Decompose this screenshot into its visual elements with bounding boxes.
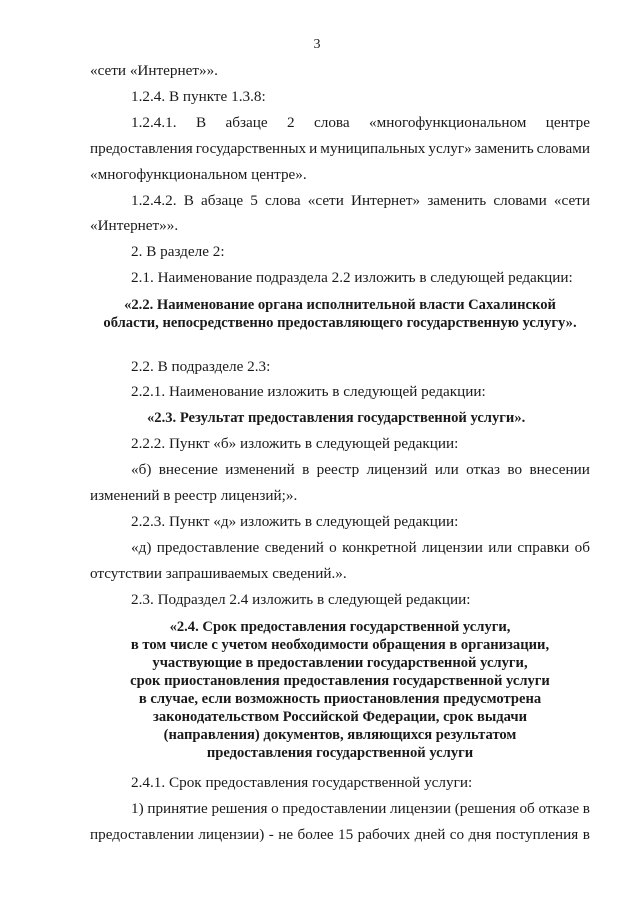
word: во <box>507 461 523 478</box>
word: об <box>574 539 590 556</box>
text-line-justified <box>90 140 590 158</box>
page-number: 3 <box>313 37 321 52</box>
word: дней <box>414 826 446 843</box>
text-line: 2.2.3. Пункт «д» изложить в следующей редакции: <box>131 513 459 530</box>
text-line-justified <box>131 461 590 479</box>
text-line: изменений в реестр лицензий;». <box>90 487 298 504</box>
text-line: 2.2.2. Пункт «б» изложить в следующей редакции: <box>131 435 459 452</box>
word: изменений <box>225 461 295 478</box>
word: услуг» <box>428 140 472 157</box>
word: со <box>449 826 465 843</box>
text-line-justified <box>131 539 590 557</box>
text-line: 2. В разделе 2: <box>131 243 225 260</box>
word: предоставлении <box>90 826 194 843</box>
word: «сети <box>553 192 590 209</box>
text-line: отсутствии запрашиваемых сведений.». <box>90 565 347 582</box>
word: лицензии <box>390 800 452 817</box>
word: (решения <box>454 800 516 817</box>
word: предоставление <box>156 539 260 556</box>
word: «д) <box>131 539 152 556</box>
word: В <box>183 192 194 209</box>
word: 1.2.4.1. <box>131 114 177 131</box>
bold-heading-line: участвующие в предоставлении государственной услуги, <box>152 655 528 671</box>
word: предоставлении <box>282 800 387 817</box>
word: слова <box>265 192 301 209</box>
word: и <box>309 140 318 157</box>
word: «сети <box>307 192 344 209</box>
text-line: «сети «Интернет»». <box>90 62 218 79</box>
word: муниципальных <box>320 140 426 157</box>
word: «б) <box>131 461 152 478</box>
word: более <box>297 826 334 843</box>
word: слова <box>314 114 350 131</box>
word: внесении <box>529 461 590 478</box>
text-line: «многофункциональном центре». <box>90 166 307 183</box>
word: о <box>271 800 279 817</box>
word: 15 <box>338 826 354 843</box>
text-line-justified <box>131 800 590 818</box>
word: или <box>488 539 513 556</box>
word: абзаце <box>201 192 244 209</box>
bold-heading-line: «2.4. Срок предоставления государственной услуги, <box>169 619 511 635</box>
bold-heading-line: в том числе с учетом необходимости обращения в организации, <box>130 637 550 653</box>
bold-heading-line: срок приостановления предоставления государственной услуги <box>130 673 550 689</box>
word: - <box>268 826 274 843</box>
text-line: 2.3. Подраздел 2.4 изложить в следующей редакции: <box>131 591 471 608</box>
word: реестр <box>316 461 360 478</box>
word: сведений <box>264 539 324 556</box>
word: отказ <box>466 461 501 478</box>
word: или <box>434 461 459 478</box>
word: словами <box>536 140 590 157</box>
bold-heading-line: предоставления государственной услуги <box>206 745 474 761</box>
word: абзаце <box>225 114 268 131</box>
word: решения <box>211 800 268 817</box>
word: в <box>582 800 590 817</box>
word: словами <box>493 192 547 209</box>
word: лицензии <box>421 539 483 556</box>
word: конкретной <box>342 539 417 556</box>
text-line: 2.2.1. Наименование изложить в следующей редакции: <box>131 383 486 400</box>
word: рабочих <box>357 826 411 843</box>
bold-heading-line: «2.2. Наименование органа исполнительной власти Сахалинской <box>124 297 556 313</box>
text-line-justified <box>131 114 590 132</box>
word: в <box>302 461 310 478</box>
word: 1.2.4.2. <box>131 192 177 209</box>
text-line: 2.4.1. Срок предоставления государственной услуги: <box>131 774 473 791</box>
text-line: 2.2. В подразделе 2.3: <box>131 358 271 375</box>
word: справки <box>517 539 570 556</box>
word: В <box>195 114 207 131</box>
word: в <box>582 826 590 843</box>
word: дня <box>468 826 492 843</box>
bold-heading-line: «2.3. Результат предоставления государственной услуги». <box>147 410 526 426</box>
word: внесение <box>158 461 218 478</box>
word: принятие <box>147 800 208 817</box>
word: лицензий <box>366 461 428 478</box>
word: 1) <box>131 800 144 817</box>
word: не <box>278 826 294 843</box>
text-line: «Интернет»». <box>90 217 179 234</box>
text-line-justified <box>90 826 590 844</box>
text-line: 1.2.4. В пункте 1.3.8: <box>131 88 266 105</box>
word: 2 <box>287 114 295 131</box>
word: Интернет» <box>350 192 421 209</box>
word: об <box>519 800 535 817</box>
bold-heading-line: области, непосредственно предоставляющего государственную услугу». <box>103 315 577 331</box>
text-line: 2.1. Наименование подраздела 2.2 изложить в следующей редакции: <box>131 269 573 286</box>
bold-heading-line: в случае, если возможность приостановления предусмотрена <box>138 691 542 707</box>
word: 5 <box>250 192 258 209</box>
text-line-justified <box>131 192 590 210</box>
bold-heading-line: (направления) документов, являющихся результатом <box>163 727 517 743</box>
word: поступления <box>495 826 579 843</box>
word: о <box>329 539 337 556</box>
word: «многофункциональном <box>369 114 527 131</box>
word: предоставления <box>90 140 193 157</box>
word: отказе <box>538 800 580 817</box>
bold-heading-line: законодательством Российской Федерации, срок выдачи <box>152 709 528 725</box>
word: заменить <box>474 140 534 157</box>
word: лицензии) <box>198 826 265 843</box>
word: заменить <box>427 192 487 209</box>
word: государственных <box>195 140 307 157</box>
word: центре <box>545 114 590 131</box>
